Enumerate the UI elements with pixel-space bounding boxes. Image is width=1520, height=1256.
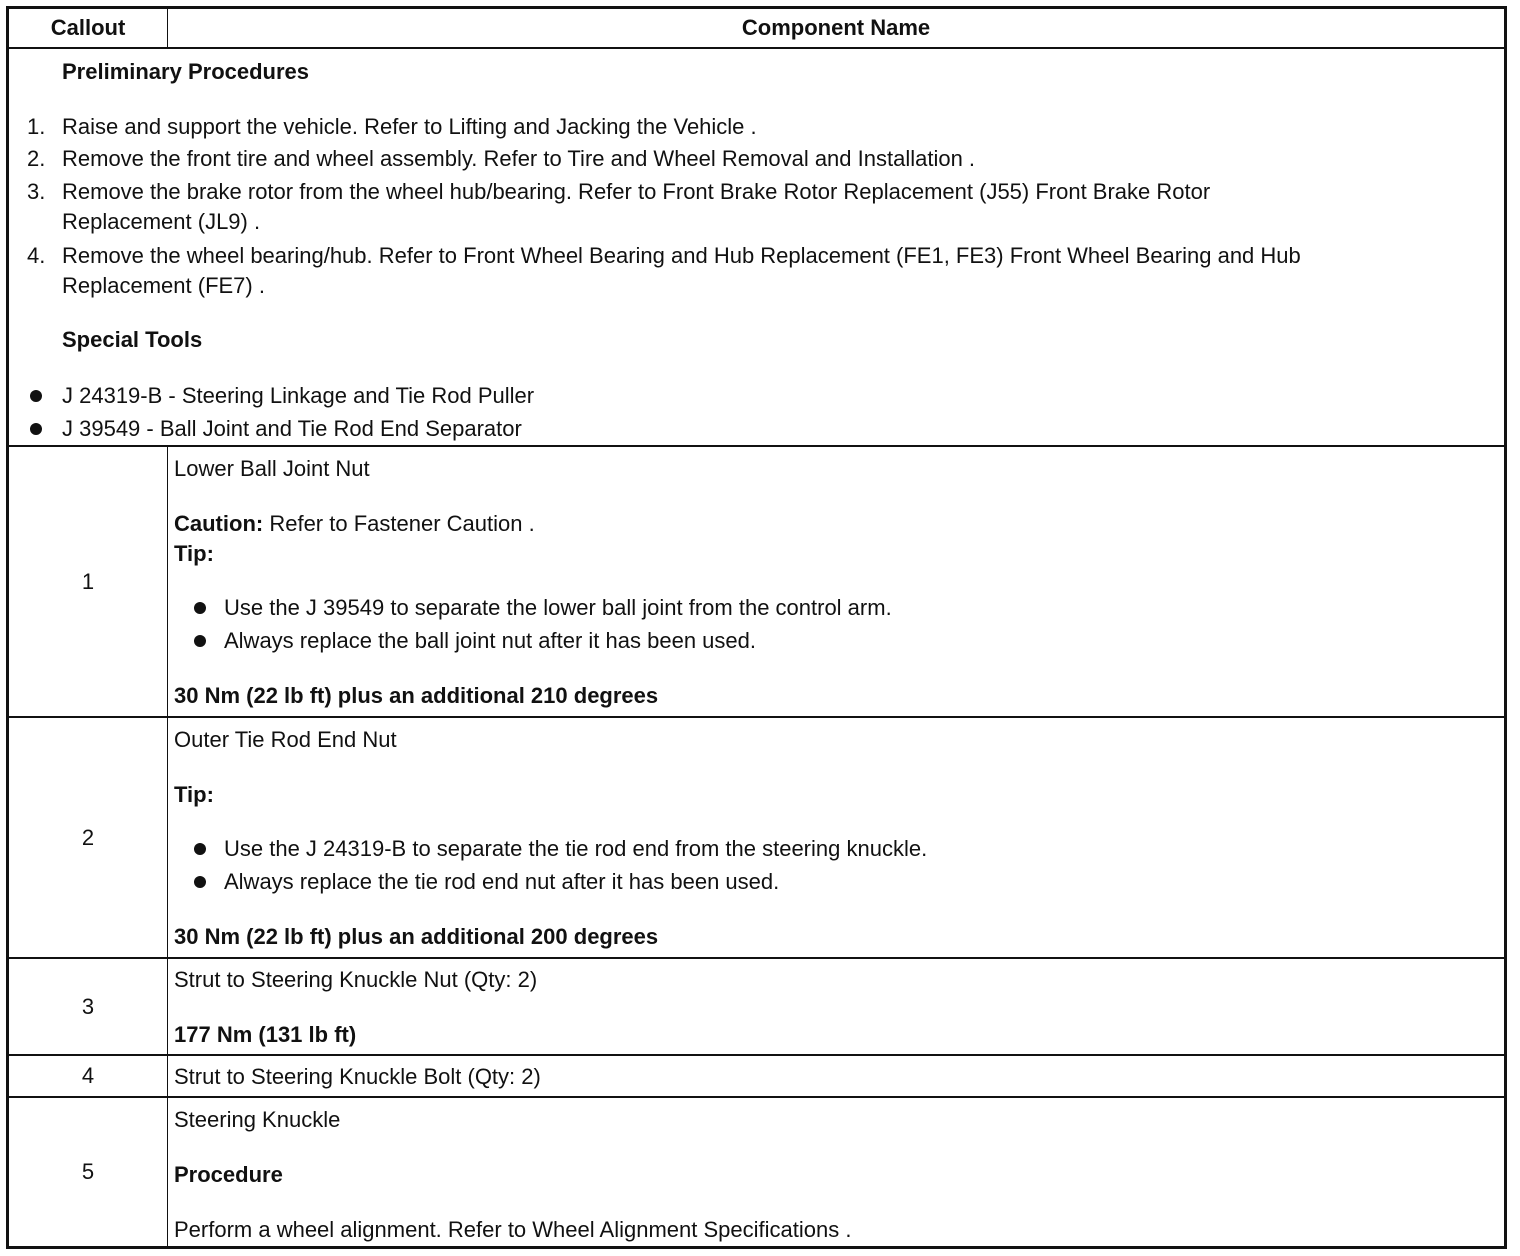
tip-item: Use the J 39549 to separate the lower ball joint from the control arm. [224, 595, 892, 620]
step-text: Remove the brake rotor from the wheel hub/bearing. Refer to Front Brake Rotor Replacement (J55) Front Brake Rotor [62, 179, 1211, 204]
callout-number: 2 [9, 718, 168, 957]
bullet-icon [194, 843, 206, 855]
preliminary-title: Preliminary Procedures [62, 59, 310, 84]
table-row [9, 447, 1504, 718]
callout-number: 4 [9, 1056, 168, 1096]
table-row [9, 1056, 1504, 1098]
tip-item: Use the J 24319-B to separate the tie rod end from the steering knuckle. [224, 836, 928, 861]
component-name: Outer Tie Rod End Nut [174, 727, 397, 752]
component-name: Strut to Steering Knuckle Nut (Qty: 2) [174, 967, 538, 992]
procedure-label: Procedure [174, 1162, 283, 1187]
component-name: Steering Knuckle [174, 1107, 341, 1132]
component-cell [168, 1056, 1504, 1096]
caution-label: Caution: [174, 511, 264, 536]
component-cell [168, 447, 1504, 716]
caution-text: Refer to Fastener Caution . [269, 511, 535, 536]
callout-number: 5 [9, 1098, 168, 1246]
callout-number: 1 [9, 447, 168, 716]
tip-item: Always replace the tie rod end nut after it has been used. [224, 869, 780, 894]
table-row [9, 959, 1504, 1056]
tip-item: Always replace the ball joint nut after it has been used. [224, 628, 756, 653]
bullet-icon [194, 876, 206, 888]
tip-label: Tip: [174, 541, 214, 566]
component-cell [168, 1098, 1504, 1246]
step-text: Remove the front tire and wheel assembly. Refer to Tire and Wheel Removal and Installation . [62, 146, 976, 171]
table-row [9, 1098, 1504, 1246]
tool-item: J 24319-B - Steering Linkage and Tie Rod Puller [62, 383, 535, 408]
preliminary-procedures-row [9, 49, 1504, 447]
component-cell [168, 718, 1504, 957]
procedure-text: Perform a wheel alignment. Refer to Wheel Alignment Specifications . [174, 1217, 852, 1242]
procedure-table [6, 6, 1507, 1249]
caution-line [174, 511, 535, 537]
component-name: Strut to Steering Knuckle Bolt (Qty: 2) [174, 1064, 541, 1089]
bullet-icon [30, 390, 42, 402]
bullet-icon [194, 635, 206, 647]
step-text-continued: Replacement (JL9) . [62, 209, 261, 234]
bullet-icon [30, 423, 42, 435]
step-number: 1. [27, 114, 46, 139]
bullet-icon [194, 602, 206, 614]
step-number: 3. [27, 179, 46, 204]
table-row [9, 718, 1504, 959]
torque-spec: 30 Nm (22 lb ft) plus an additional 200 degrees [174, 924, 659, 949]
component-name-column-header: Component Name [741, 15, 931, 40]
component-name: Lower Ball Joint Nut [174, 456, 370, 481]
tool-item: J 39549 - Ball Joint and Tie Rod End Separator [62, 416, 522, 441]
step-number: 4. [27, 243, 46, 268]
step-text: Raise and support the vehicle. Refer to Lifting and Jacking the Vehicle . [62, 114, 757, 139]
tip-label: Tip: [174, 782, 214, 807]
callout-number: 3 [9, 959, 168, 1054]
component-cell [168, 959, 1504, 1054]
torque-spec: 30 Nm (22 lb ft) plus an additional 210 degrees [174, 683, 659, 708]
table-header-row [9, 9, 1504, 49]
step-text-continued: Replacement (FE7) . [62, 273, 265, 298]
special-tools-title: Special Tools [62, 327, 203, 352]
step-text: Remove the wheel bearing/hub. Refer to Front Wheel Bearing and Hub Replacement (FE1, FE3) Front Wheel Bearing and Hub [62, 243, 1301, 268]
callout-column-header: Callout [9, 9, 168, 47]
step-number: 2. [27, 146, 46, 171]
torque-spec: 177 Nm (131 lb ft) [174, 1022, 357, 1047]
